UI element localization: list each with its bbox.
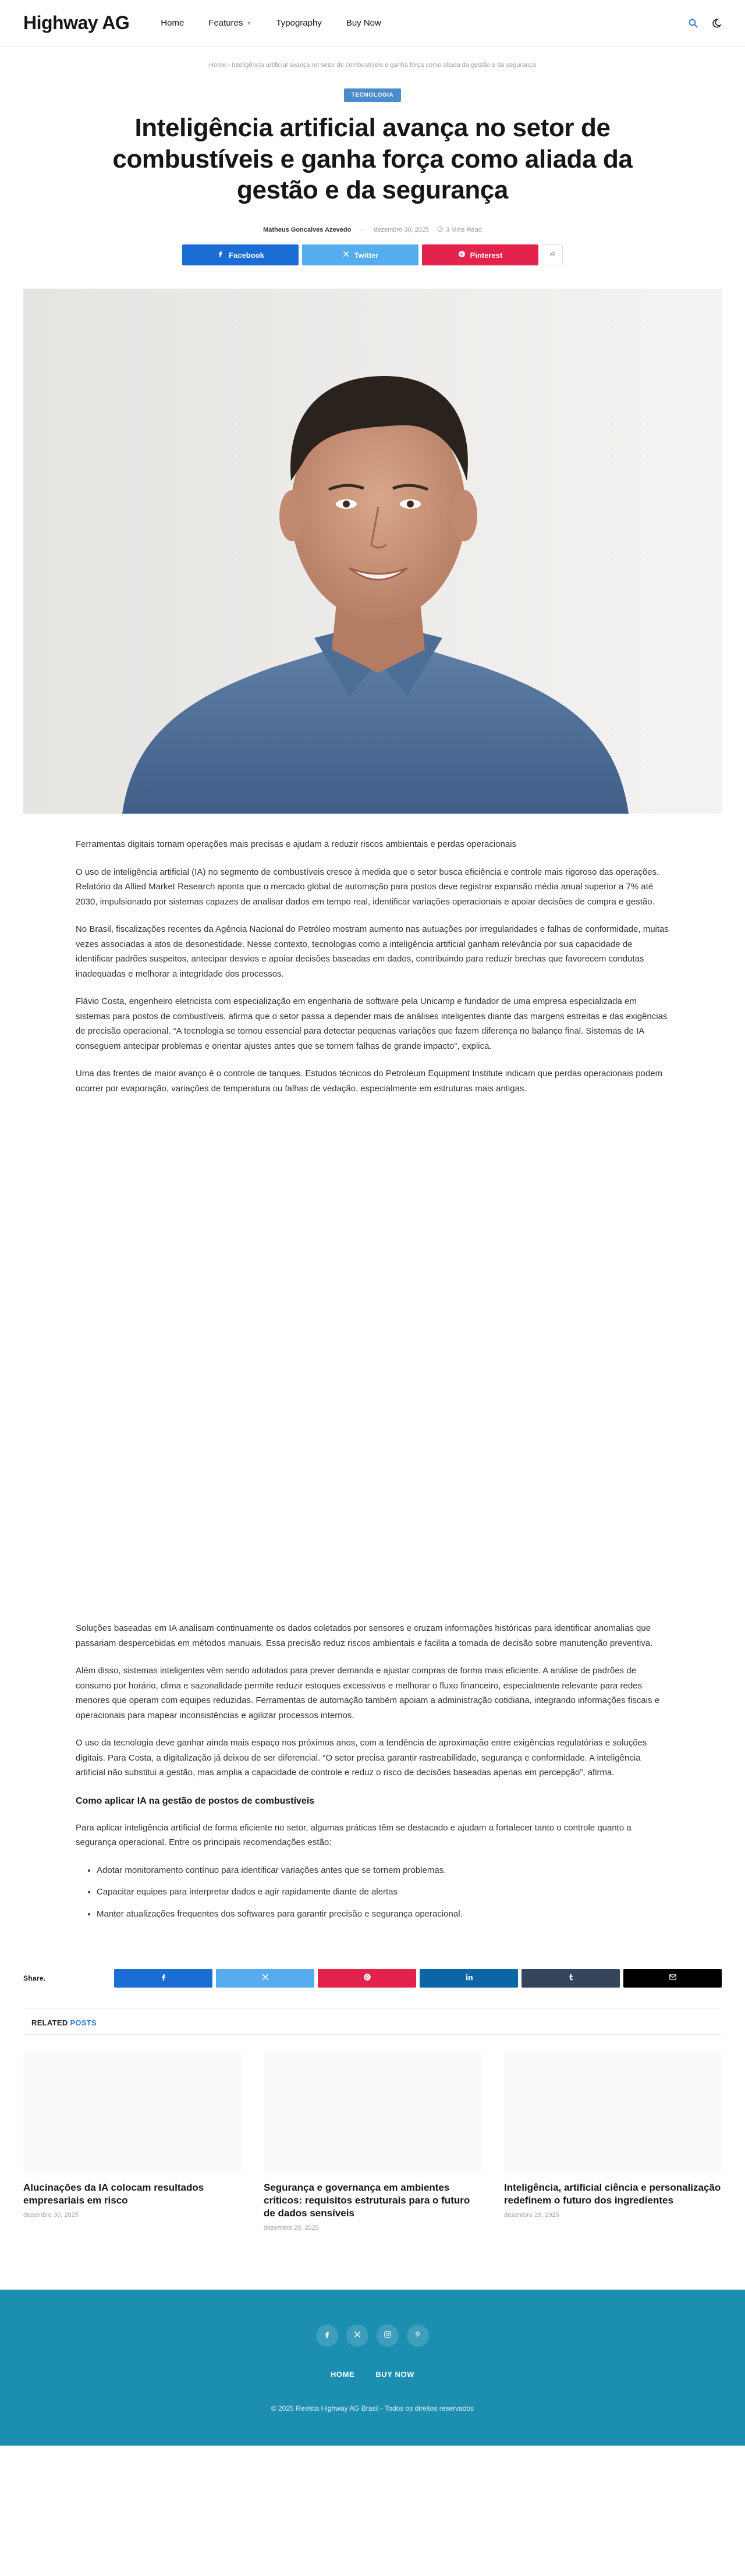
footer-pinterest-link[interactable] xyxy=(407,2325,429,2347)
share-more-button[interactable] xyxy=(542,244,563,265)
nav-features[interactable] xyxy=(208,18,251,28)
share-facebook-label: Facebook xyxy=(229,250,264,260)
main-nav xyxy=(161,18,381,28)
x-icon xyxy=(261,1973,269,1984)
related-title[interactable]: Alucinações da IA colocam resultados empresariais em risco xyxy=(23,2182,204,2206)
facebook-icon xyxy=(323,2330,331,2341)
publish-date: dezembro 30, 2025 xyxy=(374,226,430,234)
share-label: Share. xyxy=(23,1974,46,1983)
nav-buy-now[interactable]: Buy Now xyxy=(346,18,381,28)
footer-social xyxy=(316,2325,429,2347)
site-footer xyxy=(0,2290,745,2446)
related-thumbnail[interactable] xyxy=(23,2052,242,2172)
share-twitter-label: Twitter xyxy=(354,250,379,260)
meta-separator: — xyxy=(359,226,366,234)
article-body xyxy=(76,837,669,1921)
related-thumbnail[interactable] xyxy=(264,2052,482,2172)
category-wrap xyxy=(0,88,745,102)
share-facebook-button[interactable] xyxy=(182,244,299,265)
recommendations-list xyxy=(97,1863,669,1922)
article-paragraph: O uso de inteligência artificial (IA) no segmento de combustíveis cresce à medida que o setor busca eficiência e controle mais rigoroso das operações. Relatório da Allied Market Research aponta que o mercado global de automação para postos deve registrar expansão média anual superior a 7% até 2030, impulsionado por sistemas capazes de analisar dados em tempo real, identificar variações operacionais e apoiar decisões de compra e gestão. xyxy=(76,867,659,907)
article-paragraph: O uso da tecnologia deve ganhar ainda mais espaço nos próximos anos, com a tendência de aproximação entre exigências regulatórias e soluções digitais. Para Costa, a digitalização já deixou de ser diferencial. “O setor precisa garantir rastreabilidade, segurança e conformidade. A inteligência artificial não substitui a gestão, mas amplia a capacidade de controle e reduz o risco de decisões baseadas apenas em percepção”, afirma. xyxy=(76,1738,647,1778)
article-paragraph: Soluções baseadas em IA analisam continuamente os dados coletados por sensores e cruzam informações históricas para identificar anomalias que passariam despercebidas em métodos manuais. Essa precisão reduz riscos ambientais e facilita a tomada de decisão sobre manutenção preventiva. xyxy=(76,1623,653,1648)
header-tools xyxy=(688,18,722,29)
share-pinterest-button[interactable] xyxy=(422,244,538,265)
related-grid xyxy=(23,2052,722,2231)
pinterest-icon xyxy=(414,2330,422,2341)
article-lead: Ferramentas digitais tornam operações mais precisas e ajudam a reduzir riscos ambientais e perdas operacionais xyxy=(76,839,517,850)
category-badge[interactable]: TECNOLOGIA xyxy=(344,88,402,102)
related-thumbnail[interactable] xyxy=(504,2052,722,2172)
related-card[interactable] xyxy=(504,2052,722,2231)
x-icon xyxy=(342,250,350,260)
site-logo[interactable]: Highway AG xyxy=(23,12,130,33)
read-time: 3 Mins Read xyxy=(446,226,482,234)
share-icon xyxy=(549,250,556,260)
instagram-icon xyxy=(384,2330,392,2341)
article-paragraph: No Brasil, fiscalizações recentes da Agência Nacional do Petróleo mostram aumento nas autuações por irregularidades e falhas de conformidade, muitas vezes associadas a atos de desonestidade. Nesse contexto, tecnologias como a inteligência artificial ganham relevância por sua capacidade de identificar padrões suspeitos, antecipar desvios e apoiar decisões baseadas em dados, contribuindo para reduzir brechas que favorecem condutas inadequadas e melhorar a integridade dos processos. xyxy=(76,924,669,979)
footer-nav xyxy=(331,2370,414,2379)
clock-icon xyxy=(437,226,444,234)
related-heading-prefix: RELATED xyxy=(31,2018,68,2028)
chevron-down-icon: ▼ xyxy=(246,20,252,26)
footer-nav-home[interactable]: HOME xyxy=(330,2370,355,2379)
share-bottom xyxy=(23,1969,722,1988)
related-date: dezembro 29, 2025 xyxy=(504,2212,559,2219)
share-twitter-button[interactable] xyxy=(302,244,418,265)
x-icon xyxy=(353,2330,361,2341)
article-subheading: Como aplicar IA na gestão de postos de combustíveis xyxy=(76,1796,315,1806)
related-card[interactable] xyxy=(23,2052,242,2231)
related-card[interactable] xyxy=(264,2052,482,2231)
related-date: dezembro 30, 2025 xyxy=(23,2212,79,2219)
share-facebook-button[interactable] xyxy=(114,1969,212,1988)
nav-home[interactable]: Home xyxy=(161,18,185,28)
article-paragraph: Para aplicar inteligência artificial de forma eficiente no setor, algumas práticas têm se destacado e ajudam a fortalecer tanto o controle quanto a segurança operacional. Entre os principais recomendações estão: xyxy=(76,1822,632,1848)
share-top xyxy=(0,244,745,265)
related-title[interactable]: Inteligência, artificial ciência e personalização redefinem o futuro dos ingredientes xyxy=(504,2182,721,2206)
nav-features-label: Features xyxy=(208,18,243,28)
footer-facebook-link[interactable] xyxy=(316,2325,338,2347)
related-posts xyxy=(23,2009,722,2231)
nav-typography[interactable]: Typography xyxy=(276,18,322,28)
breadcrumb: Home › Inteligência artificial avança no setor de combustíveis e ganha força como aliada da gestão e da segurança xyxy=(209,62,536,69)
related-heading xyxy=(23,2009,722,2035)
author-link[interactable]: Matheus Goncalves Azevedo xyxy=(263,226,352,234)
facebook-icon xyxy=(159,1973,168,1984)
linkedin-icon xyxy=(465,1973,473,1984)
article-meta xyxy=(0,226,745,234)
footer-x-link[interactable] xyxy=(346,2325,368,2347)
list-item: • Capacitar equipes para interpretar dados e agir rapidamente diante de alertas xyxy=(97,1885,669,1900)
list-item: • Manter atualizações frequentes dos softwares para garantir precisão e segurança operacional. xyxy=(97,1907,669,1922)
dark-mode-icon[interactable] xyxy=(711,18,722,29)
share-linkedin-button[interactable] xyxy=(420,1969,518,1988)
share-pinterest-button[interactable] xyxy=(318,1969,416,1988)
article-title: Inteligência artificial avança no setor de combustíveis e ganha força como aliada da gestão e da segurança xyxy=(112,113,633,205)
share-tumblr-button[interactable] xyxy=(522,1969,620,1988)
footer-instagram-link[interactable] xyxy=(377,2325,399,2347)
footer-nav-buy-now[interactable]: BUY NOW xyxy=(375,2370,415,2379)
share-email-button[interactable] xyxy=(623,1969,722,1988)
article-paragraph: Uma das frentes de maior avanço é o controle de tanques. Estudos técnicos do Petroleum Equipment Institute indicam que perdas operacionais podem ocorrer por evaporação, variações de temperatura ou falhas de vedação, especialmente em estruturas mais antigas. xyxy=(76,1069,663,1094)
facebook-icon xyxy=(217,250,224,260)
site-header xyxy=(0,0,745,47)
tumblr-icon xyxy=(567,1973,575,1984)
article-paragraph: Além disso, sistemas inteligentes vêm sendo adotados para prever demanda e ajustar compras de forma mais eficiente. A análise de padrões de consumo por horário, clima e sazonalidade permite reduzir estoques excessivos e melhorar o fluxo financeiro, especialmente relevante para redes menores que operam com equipes reduzidas. Ferramentas de automação também apoiam a administração cotidiana, integrando informações fiscais e operacionais para mapear inconsistências e agilizar processos internos. xyxy=(76,1666,660,1720)
related-heading-accent: POSTS xyxy=(70,2018,97,2028)
related-date: dezembro 29, 2025 xyxy=(264,2224,319,2232)
copyright: © 2025 Revista Highway AG Brasil - Todos os direitos reservados xyxy=(271,2404,474,2413)
hero-image xyxy=(23,289,722,814)
search-icon[interactable] xyxy=(688,18,698,29)
list-item: • Adotar monitoramento contínuo para identificar variações antes que se tornem problemas. xyxy=(97,1863,669,1878)
pinterest-icon xyxy=(363,1973,371,1984)
share-x-button[interactable] xyxy=(216,1969,314,1988)
pinterest-icon xyxy=(458,250,466,260)
email-icon xyxy=(669,1973,677,1984)
share-pinterest-label: Pinterest xyxy=(470,250,503,260)
related-title[interactable]: Segurança e governança em ambientes críticos: requisitos estruturais para o futuro de dados sensíveis xyxy=(264,2182,470,2219)
hero-portrait xyxy=(23,289,722,814)
ad-space xyxy=(76,1109,669,1621)
article-paragraph: Flávio Costa, engenheiro eletricista com especialização em engenharia de software pela Unicamp e fundador de uma empresa especializada em sistemas para postos de combustíveis, afirma que o setor passa a depender mais de análises inteligentes diante das margens estreitas e das exigências de precisão operacional. “A tecnologia se tornou essencial para detectar pequenas variações que fazem diferença no balanço final. Sistemas de IA conseguem antecipar problemas e orientar ajustes antes que se tornem falhas de grande impacto”, explica. xyxy=(76,996,668,1051)
